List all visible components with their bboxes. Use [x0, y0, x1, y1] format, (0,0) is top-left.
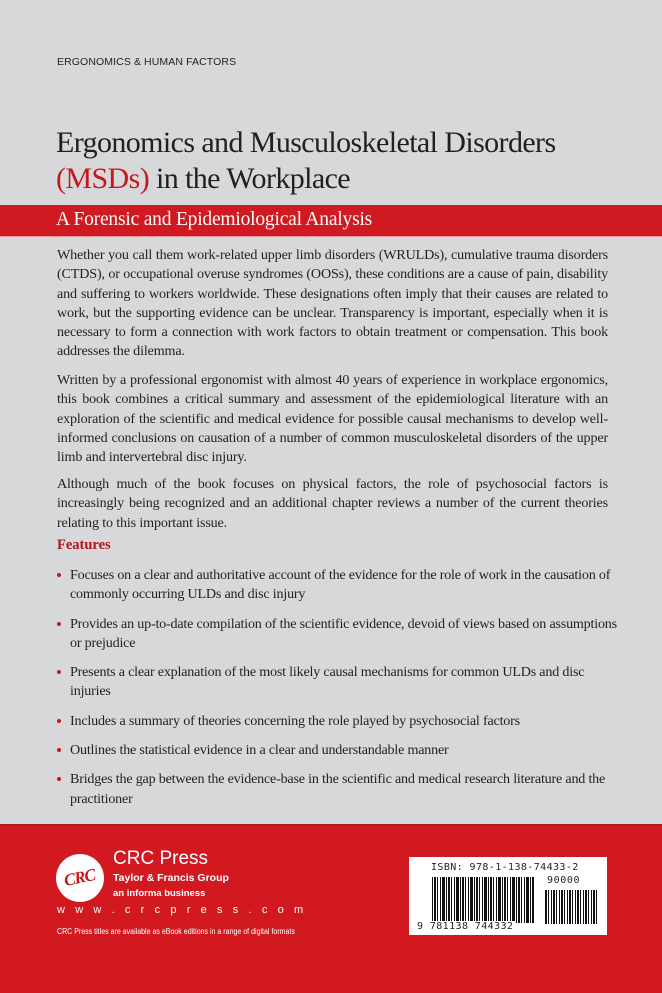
- logo-text: CRC: [62, 864, 98, 891]
- bullet-icon: [57, 670, 61, 674]
- feature-text: Focuses on a clear and authoritative account of the evidence for the role of work in the causation of commonly occurring ULDs and disc injury: [70, 567, 611, 603]
- title-line-2: in the Workplace: [149, 162, 351, 195]
- publisher-group: Taylor & Francis Group: [113, 872, 229, 884]
- feature-item: [57, 566, 617, 605]
- crc-logo-icon: [56, 854, 104, 902]
- bullet-icon: [57, 748, 61, 752]
- feature-item: [57, 663, 617, 702]
- bullet-icon: [57, 573, 61, 577]
- description-paragraph-3: Although much of the book focuses on physical factors, the role of psychosocial factors is increasingly being recognized and an additional chapter reviews a number of the current theories relating to this important issue.: [57, 476, 608, 531]
- ebook-note: CRC Press titles are available as eBook editions in a range of digital formats: [57, 927, 295, 936]
- isbn-barcode: [409, 857, 607, 935]
- feature-text: Presents a clear explanation of the most likely causal mechanisms for common ULDs and disc injuries: [70, 664, 585, 700]
- ean-digits: 9 781138 744332: [417, 921, 514, 932]
- features-heading: Features: [57, 537, 111, 553]
- title-highlight: (MSDs): [56, 162, 150, 195]
- title-line-1: Ergonomics and Musculoskeletal Disorders: [56, 126, 556, 159]
- publisher-name: CRC Press: [113, 848, 209, 869]
- bullet-icon: [57, 777, 61, 781]
- bullet-icon: [57, 622, 61, 626]
- publisher-url: w w w . c r c p r e s s . c o m: [57, 904, 307, 916]
- description-paragraph-1: Whether you call them work-related upper limb disorders (WRULDs), cumulative trauma disorders (CTDS), or occupational overuse syndromes (OOSs), these conditions are a cause of pain, disability and suffering to workers worldwide. These designations often imply that their causes are related to work, but the supporting evidence can be unclear. Transparency is important, especially when it is necessary to form a connection with work factors to obtain treatment or compensation. This book addresses the dilemma.: [57, 247, 608, 360]
- book-title: [56, 125, 656, 197]
- feature-text: Bridges the gap between the evidence-base in the scientific and medical research literature and the practitioner: [70, 771, 606, 807]
- isbn-label: ISBN: 978-1-138-74433-2: [431, 862, 579, 873]
- price-addon-label: 90000: [547, 875, 581, 886]
- bullet-icon: [57, 719, 61, 723]
- description-paragraph-2: Written by a professional ergonomist with almost 40 years of experience in workplace ergonomics, this book combines a critical summary and assessment of the epidemiological literature with an exploration of the scientific and medical evidence for possible causal mechanisms to develop well-informed conclusions on causation of a number of common musculoskeletal disorders of the upper limb and intervertebral disc injury.: [57, 372, 608, 466]
- barcode-bars-icon: [432, 877, 534, 923]
- feature-text: Provides an up-to-date compilation of the scientific evidence, devoid of views based on assumptions or prejudice: [70, 615, 617, 651]
- feature-text: Includes a summary of theories concerning the role played by psychosocial factors: [70, 712, 520, 729]
- addon-bars-icon: [545, 890, 598, 924]
- features-list: [57, 566, 617, 819]
- feature-item: [57, 615, 617, 654]
- feature-text: Outlines the statistical evidence in a clear and understandable manner: [70, 742, 449, 759]
- subtitle-band: [0, 205, 662, 237]
- series-label: ERGONOMICS & HUMAN FACTORS: [57, 56, 237, 68]
- feature-item: [57, 712, 617, 731]
- feature-item: [57, 770, 617, 809]
- publisher-panel: [0, 824, 662, 993]
- book-subtitle: A Forensic and Epidemiological Analysis: [56, 209, 373, 230]
- publisher-informa: an informa business: [113, 888, 206, 899]
- feature-item: [57, 741, 617, 760]
